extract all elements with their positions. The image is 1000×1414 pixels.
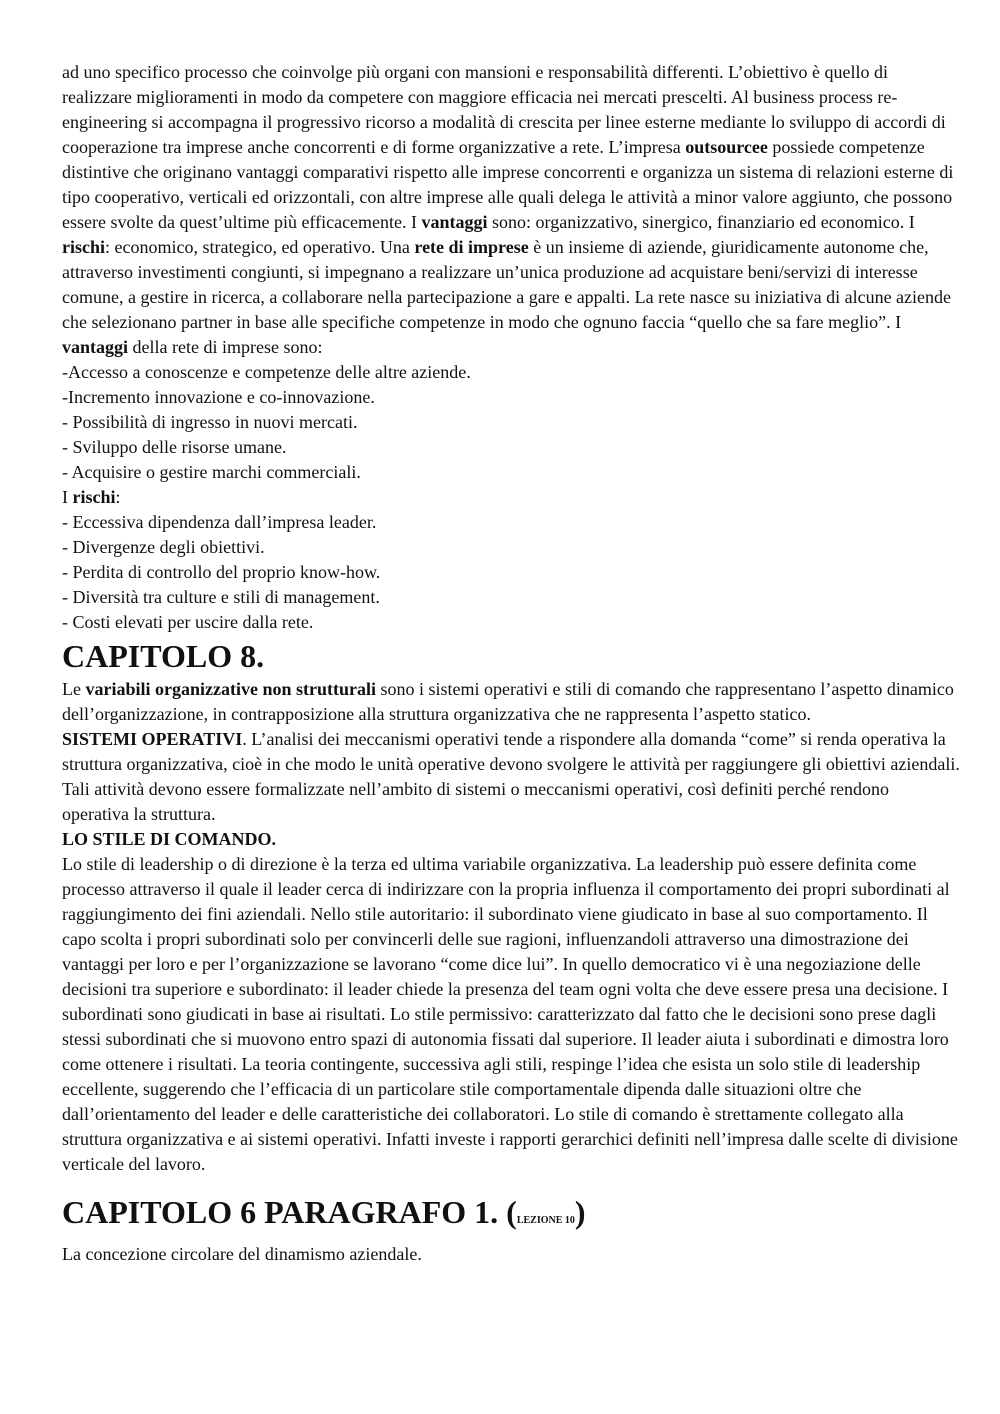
list-item: - Diversità tra culture e stili di management.	[62, 587, 380, 607]
term-vantaggi-rete: vantaggi	[62, 337, 129, 357]
term-outsourcee: outsourcee	[685, 137, 768, 157]
text-run: : economico, strategico, ed operativo. Una	[105, 237, 415, 257]
chapter-8-title: CAPITOLO 8.	[62, 638, 265, 674]
text-run: ad uno specifico processo che coinvolge più organi con mansioni e responsabilità differenti. L’obiettivo è quello di realizzare miglioramenti in modo da competere con maggiore efficacia nei mercati prescelti. Al business process re-engineering si accompagna il progressivo ricorso a modalità di crescita per linee esterne mediante lo sviluppo di accordi di cooperazione tra imprese anche concorrenti e di forme organizzative a rete. L’impresa	[62, 62, 946, 157]
list-item: -Incremento innovazione e co-innovazione.	[62, 387, 375, 407]
text-run: Le	[62, 679, 86, 699]
text-run: è un insieme di aziende, giuridicamente autonome che, attraverso investimenti congiunti, si impegnano a realizzare un’unica produzione ad acquistare beni/servizi di interesse comune, a gestire in ricerca, a collaborare nella partecipazione a gare e appalti. La rete nasce su iniziativa di alcune aziende che selezionano partner in base alle specifiche competenze in modo che ognuno faccia “quello che sa fare meglio”. I	[62, 237, 952, 332]
list-item: - Perdita di controllo del proprio know-how.	[62, 562, 381, 582]
chapter-8-paragraph-2	[62, 727, 960, 827]
chapter-6-title	[62, 1193, 960, 1240]
chapter-6-title-close: )	[574, 1194, 586, 1230]
section-heading-sistemi-operativi: SISTEMI OPERATIVI	[62, 729, 243, 749]
list-item: - Possibilità di ingresso in nuovi mercati.	[62, 412, 358, 432]
section-heading-text: LO STILE DI COMANDO.	[62, 829, 277, 849]
chapter-8-paragraph-1	[62, 677, 960, 727]
text-run: della rete di imprese sono:	[128, 337, 323, 357]
term-rete-di-imprese: rete di imprese	[414, 237, 529, 257]
text-run: sono: organizzativo, sinergico, finanziario ed economico. I	[487, 212, 915, 232]
advantages-list	[62, 360, 960, 485]
list-item: - Eccessiva dipendenza dall’impresa leader.	[62, 512, 377, 532]
term-rischi: rischi	[62, 237, 105, 257]
term-rischi-heading: rischi	[72, 487, 116, 507]
text-run: possiede competenze distintive che originano vantaggi comparativi rispetto alle imprese concorrenti e organizza un sistema di relazioni esterne di tipo cooperativo, verticali ed orizzontali, con altre imprese alle quali delega le attività a minor valore aggiunto, che possono essere svolte da quest’ultime più efficacemente. I	[62, 137, 954, 232]
risks-list	[62, 510, 960, 635]
risks-heading	[62, 485, 960, 510]
section-heading-stile-di-comando	[62, 827, 960, 852]
text-run: :	[115, 487, 121, 507]
term-vantaggi: vantaggi	[421, 212, 488, 232]
list-item: - Divergenze degli obiettivi.	[62, 537, 265, 557]
term-variabili-non-strutturali: variabili organizzative non strutturali	[85, 679, 376, 699]
chapter-8-paragraph-3: Lo stile di leadership o di direzione è la terza ed ultima variabile organizzativa. La leadership può essere definita come processo attraverso il quale il leader cerca di indirizzare con la propria influenza il comportamento dei propri subordinati al raggiungimento dei fini aziendali. Nello stile autoritario: il subordinato viene giudicato in base al suo comportamento. Il capo scolta i propri subordinati solo per convincerli delle sue ragioni, influenzandoli attraverso una dimostrazione dei vantaggi per loro e per l’organizzazione se lavorano “come dice lui”. In quello democratico vi è una negoziazione delle decisioni tra superiore e subordinato: il leader chiede la presenza del team ogni volta che deve essere presa una decisione. I subordinati sono giudicati in base ai risultati. Lo stile permissivo: caratterizzato dal fatto che le decisioni sono prese dagli stessi subordinati che si muovono entro spazi di autonomia fissati dal superiore. Il leader aiuta i subordinati e dimostra loro come ottenere i risultati. La teoria contingente, successiva agli stili, respinge l’idea che esista un solo stile di leadership eccellente, suggerendo che l’efficacia di un particolare stile comportamentale dipenda dalle situazioni oltre che dall’orientamento del leader e delle caratteristiche dei collaboratori. Lo stile di comando è strettamente collegato alla struttura organizzativa e ai sistemi operativi. Infatti investe i rapporti gerarchici definiti nell’impresa dalle scelte di divisione verticale del lavoro.	[62, 854, 958, 1174]
lesson-note: LEZIONE 10	[516, 1215, 575, 1226]
chapter-6-subtitle: La concezione circolare del dinamismo aziendale.	[62, 1244, 422, 1264]
text-run: sono i sistemi operativi e stili di comando che rappresentano l’aspetto dinamico dell’organizzazione, in contrapposizione alla struttura organizzativa che ne rappresenta l’aspetto statico.	[62, 679, 954, 724]
list-item: - Sviluppo delle risorse umane.	[62, 437, 287, 457]
list-item: - Costi elevati per uscire dalla rete.	[62, 612, 314, 632]
list-item: -Accesso a conoscenze e competenze delle altre aziende.	[62, 362, 471, 382]
chapter-6-title-text: CAPITOLO 6 PARAGRAFO 1. (	[62, 1194, 517, 1230]
intro-paragraph	[62, 60, 960, 360]
list-item: - Acquisire o gestire marchi commerciali.	[62, 462, 361, 482]
text-run: . L’analisi dei meccanismi operativi tende a rispondere alla domanda “come” si renda operativa la struttura organizzativa, cioè in che modo le unità operative devono svolgere le attività per raggiungere gli obiettivi aziendali. Tali attività devono essere formalizzate nell’ambito di sistemi o meccanismi operativi, così definiti perché rendono operativa la struttura.	[62, 729, 960, 824]
text-run: I	[62, 487, 73, 507]
